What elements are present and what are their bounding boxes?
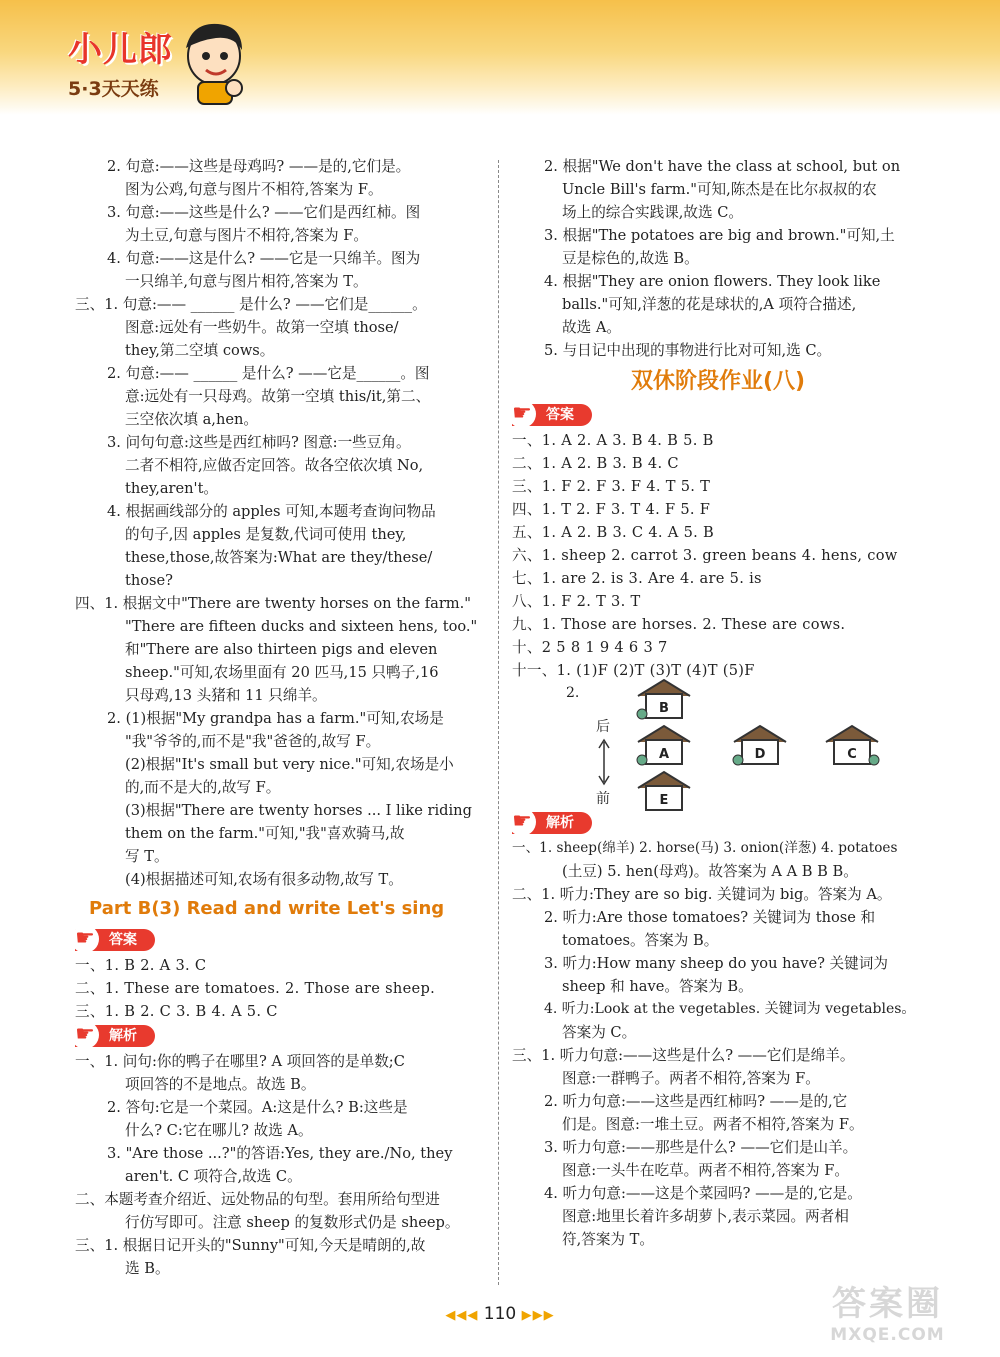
text-line: 只母鸡,13 头猪和 11 只绵羊。 xyxy=(125,687,327,704)
analysis-line: 三、1. 听力句意:——这些是什么? ——它们是绵羊。 xyxy=(512,1047,855,1064)
analysis-line: tomatoes。答案为 B。 xyxy=(562,932,719,949)
analysis-line: 二、1. 听力:They are so big. 关键词为 big。答案为 A。 xyxy=(512,886,892,903)
answer-line: 二、1. A 2. B 3. B 4. C xyxy=(512,455,679,472)
text-line: they,aren't。 xyxy=(125,480,219,497)
answer-line: 八、1. F 2. T 3. T xyxy=(512,593,641,610)
text-line: they,第二空填 cows。 xyxy=(125,342,275,359)
house-icon xyxy=(634,722,694,766)
answer-line: 二、1. These are tomatoes. 2. Those are sheep. xyxy=(75,980,436,997)
page-number: 110 xyxy=(483,1304,517,1324)
text-line: 为土豆,句意与图片不相符,答案为 F。 xyxy=(125,227,368,244)
diagram-item-number: 2. xyxy=(566,685,580,701)
text-line: 3. 根据"The potatoes are big and brown."可知,土 xyxy=(544,227,895,244)
text-line: (3)根据"There are twenty horses ... I like riding xyxy=(125,802,472,819)
answer-line: 一、1. B 2. A 3. C xyxy=(75,957,207,974)
answer-line: 九、1. Those are horses. 2. These are cows. xyxy=(512,616,846,633)
text-line: 2. 根据"We don't have the class at school, but on xyxy=(544,158,901,175)
text-line: Uncle Bill's farm."可知,陈杰是在比尔叔叔的农 xyxy=(562,181,877,198)
text-line: 豆是棕色的,故选 B。 xyxy=(562,250,699,267)
analysis-line: (土豆) 5. hen(母鸡)。故答案为 A A B B B。 xyxy=(562,863,858,880)
analysis-line: 三、1. 根据日记开头的"Sunny"可知,今天是晴朗的,故 xyxy=(75,1237,426,1254)
answer-line: 六、1. sheep 2. carrot 3. green beans 4. hens, cow xyxy=(512,547,898,564)
analysis-line: sheep 和 have。答案为 B。 xyxy=(562,978,753,995)
analysis-line: 项回答的不是地点。故选 B。 xyxy=(125,1076,316,1093)
analysis-line: 2. 听力:Are those tomatoes? 关键词为 those 和 xyxy=(544,909,876,926)
runner-icon: ☛ xyxy=(508,808,536,836)
answer-line: 四、1. T 2. F 3. T 4. F 5. F xyxy=(512,501,711,518)
text-line: 故选 A。 xyxy=(562,319,621,336)
text-line: 图为公鸡,句意与图片不相符,答案为 F。 xyxy=(125,181,383,198)
analysis-line: 选 B。 xyxy=(125,1260,170,1277)
analysis-line: 答案为 C。 xyxy=(562,1024,637,1041)
analysis-line: 符,答案为 T。 xyxy=(562,1231,654,1248)
logo-title: 小儿郎 xyxy=(68,30,173,70)
answer-line: 一、1. A 2. A 3. B 4. B 5. B xyxy=(512,432,714,449)
text-line: 图意:远处有一些奶牛。故第一空填 those/ xyxy=(125,319,399,336)
section-title: Part B(3) Read and write Let's sing xyxy=(89,898,445,919)
text-line: 4. 根据画线部分的 apples 可知,本题考查询问物品 xyxy=(107,503,436,520)
watermark xyxy=(805,1276,970,1351)
answer-line: 七、1. are 2. is 3. Are 4. are 5. is xyxy=(512,570,762,587)
analysis-line: 一、1. 问句:你的鸭子在哪里? A 项回答的是单数;C xyxy=(75,1053,405,1070)
analysis-tag xyxy=(75,1022,155,1047)
text-line: 四、1. 根据文中"There are twenty horses on the farm." xyxy=(75,595,471,612)
text-line: 和"There are also thirteen pigs and eleven xyxy=(125,641,438,658)
text-line: balls."可知,洋葱的花是球状的,A 项符合描述, xyxy=(562,296,857,313)
analysis-line: 图意:一群鸭子。两者不相符,答案为 F。 xyxy=(562,1070,820,1087)
analysis-line: 图意:地里长着许多胡萝卜,表示菜园。两者相 xyxy=(562,1208,849,1225)
house-icon xyxy=(634,676,694,720)
house-letter: C xyxy=(847,747,857,762)
text-line: 4. 根据"They are onion flowers. They look like xyxy=(544,273,881,290)
analysis-line: 图意:一头牛在吃草。两者不相符,答案为 F。 xyxy=(562,1162,850,1179)
answer-line: 三、1. F 2. F 3. F 4. T 5. T xyxy=(512,478,711,495)
text-line: 意:远处有一只母鸡。故第一空填 this/it,第二、 xyxy=(125,388,431,405)
text-line: 三空依次填 a,hen。 xyxy=(125,411,258,428)
text-line: 场上的综合实践课,故选 C。 xyxy=(562,204,743,221)
back-label: 后 xyxy=(596,719,610,735)
house-icon xyxy=(822,722,882,766)
runner-icon: ☛ xyxy=(71,925,99,953)
analysis-line: 3. 听力句意:——那些是什么? ——它们是山羊。 xyxy=(544,1139,858,1156)
house-letter: D xyxy=(754,747,766,762)
right-column xyxy=(512,155,924,1251)
answer-line: 十一、1. (1)F (2)T (3)T (4)T (5)F xyxy=(512,662,755,679)
text-line: those? xyxy=(125,572,173,589)
text-line: (4)根据描述可知,农场有很多动物,故写 T。 xyxy=(125,871,403,888)
house-letter: A xyxy=(658,747,670,762)
arrows-right-icon: ▶▶▶ xyxy=(521,1308,555,1323)
analysis-line: 3. 听力:How many sheep do you have? 关键词为 xyxy=(544,955,888,972)
text-line: 2. 句意:—— ______ 是什么? ——它是______。图 xyxy=(107,365,430,382)
left-column xyxy=(75,155,485,1280)
analysis-line: 4. 听力:Look at the vegetables. 关键词为 vegetables。 xyxy=(544,1001,916,1017)
text-line: "There are fifteen ducks and sixteen hens, too." xyxy=(125,618,478,635)
house-diagram xyxy=(512,682,924,810)
text-line: 5. 与日记中出现的事物进行比对可知,选 C。 xyxy=(544,342,832,359)
text-line: 2. 句意:——这些是母鸡吗? ——是的,它们是。 xyxy=(107,158,411,175)
answer-tag xyxy=(512,401,592,426)
arrows-left-icon: ◀◀◀ xyxy=(445,1308,479,1323)
analysis-line: 2. 答句:它是一个菜园。A:这是什么? B:这些是 xyxy=(107,1099,408,1116)
analysis-line: 4. 听力句意:——这是个菜园吗? ——是的,它是。 xyxy=(544,1185,862,1202)
answer-tag xyxy=(75,926,155,951)
analysis-line: 二、本题考查介绍近、远处物品的句型。套用所给句型进 xyxy=(75,1191,440,1208)
brand-logo xyxy=(60,18,260,118)
analysis-line: 一、1. sheep(绵羊) 2. horse(马) 3. onion(洋葱) 4. potatoes xyxy=(512,840,898,856)
answer-tag-label: 答案 xyxy=(109,932,137,948)
house-icon xyxy=(730,722,790,766)
answer-tag-label: 答案 xyxy=(546,407,574,423)
house-icon xyxy=(634,768,694,812)
answer-line: 十、2 5 8 1 9 4 6 3 7 xyxy=(512,639,668,656)
answer-line: 三、1. B 2. C 3. B 4. A 5. C xyxy=(75,1003,278,1020)
text-line: 的句子,因 apples 是复数,代词可使用 they, xyxy=(125,526,407,543)
analysis-tag-label: 解析 xyxy=(109,1028,137,1044)
answer-line: 五、1. A 2. B 3. C 4. A 5. B xyxy=(512,524,715,541)
logo-subtitle: 5·3天天练 xyxy=(68,78,159,100)
front-label: 前 xyxy=(596,791,610,807)
text-line: 一只绵羊,句意与图片相符,答案为 T。 xyxy=(125,273,368,290)
house-letter: B xyxy=(659,701,669,716)
text-line: 3. 问句句意:这些是西红柿吗? 图意:一些豆角。 xyxy=(107,434,411,451)
analysis-line: 3. "Are those ...?"的答语:Yes, they are./No, they xyxy=(107,1145,453,1162)
text-line: them on the farm."可知,"我"喜欢骑马,故 xyxy=(125,825,405,842)
analysis-line: 们是。图意:一堆土豆。两者不相符,答案为 F。 xyxy=(562,1116,864,1133)
watermark-url: MXQE.COM xyxy=(830,1325,945,1345)
text-line: 2. (1)根据"My grandpa has a farm."可知,农场是 xyxy=(107,710,444,727)
mascot-icon xyxy=(172,18,252,108)
text-line: 3. 句意:——这些是什么? ——它们是西红柿。图 xyxy=(107,204,421,221)
text-line: 三、1. 句意:—— ______ 是什么? ——它们是______。 xyxy=(75,296,427,313)
double-arrow-icon xyxy=(596,738,612,786)
text-line: these,those,故答案为:What are they/these/ xyxy=(125,549,433,566)
text-line: "我"爷爷的,而不是"我"爸爸的,故写 F。 xyxy=(125,733,381,750)
text-line: (2)根据"It's small but very nice."可知,农场是小 xyxy=(125,756,454,773)
analysis-tag xyxy=(512,809,592,834)
house-letter: E xyxy=(659,793,669,808)
runner-icon: ☛ xyxy=(71,1021,99,1049)
analysis-line: 什么? C:它在哪儿? 故选 A。 xyxy=(125,1122,313,1139)
analysis-line: 行仿写即可。注意 sheep 的复数形式仍是 sheep。 xyxy=(125,1214,460,1231)
column-divider xyxy=(498,160,499,1285)
text-line: 写 T。 xyxy=(125,848,169,865)
analysis-line: aren't. C 项符合,故选 C。 xyxy=(125,1168,302,1185)
section-title: 双休阶段作业(八) xyxy=(630,369,806,394)
text-line: sheep."可知,农场里面有 20 匹马,15 只鸭子,16 xyxy=(125,664,439,681)
text-line: 二者不相符,应做否定回答。故各空依次填 No, xyxy=(125,457,424,474)
analysis-tag-label: 解析 xyxy=(546,815,574,831)
text-line: 的,而不是大的,故写 F。 xyxy=(125,779,281,796)
runner-icon: ☛ xyxy=(508,400,536,428)
watermark-title: 答案圈 xyxy=(832,1284,943,1324)
text-line: 4. 句意:——这是什么? ——它是一只绵羊。图为 xyxy=(107,250,421,267)
analysis-line: 2. 听力句意:——这些是西红柿吗? ——是的,它 xyxy=(544,1093,848,1110)
